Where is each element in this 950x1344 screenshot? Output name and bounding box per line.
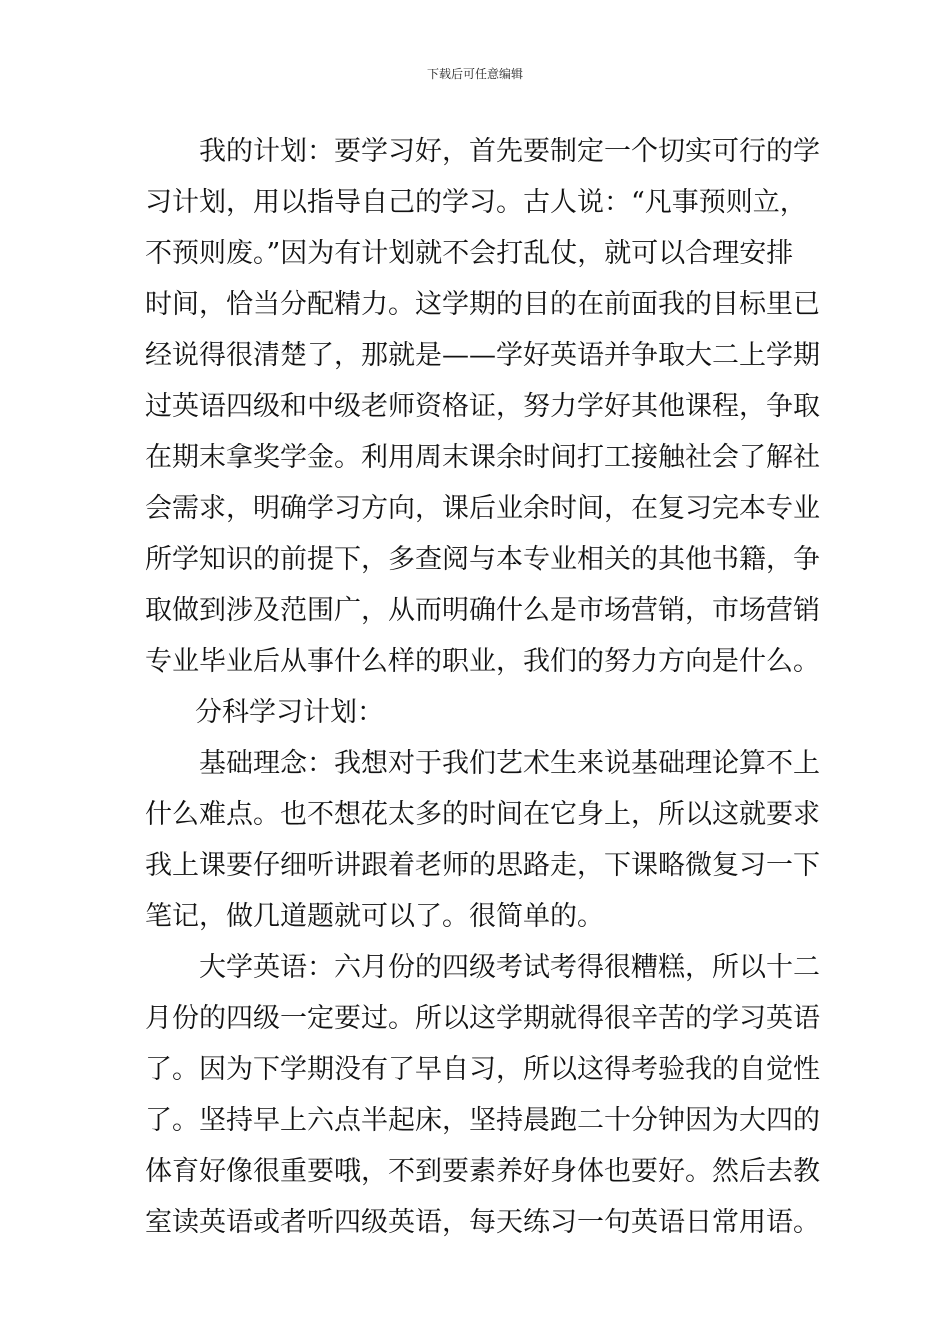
paragraph-line: 什么难点。也不想花太多的时间在它身上，所以这就要求 (145, 799, 820, 830)
paragraph-line: 不预则废。”因为有计划就不会打乱仗，就可以合理安排 (145, 238, 794, 269)
paragraph-line: 专业毕业后从事什么样的职业，我们的努力方向是什么。 (145, 646, 820, 677)
paragraph-line: 在期末拿奖学金。利用周末课余时间打工接触社会了解社 (145, 442, 820, 473)
paragraph-line: 我上课要仔细听讲跟着老师的思路走，下课略微复习一下 (145, 850, 820, 881)
paragraph-line: 基础理念：我想对于我们艺术生来说基础理论算不上 (199, 748, 820, 779)
page-header: 下载后可任意编辑 (426, 67, 523, 81)
paragraph-basic-theory (145, 738, 820, 942)
paragraph-line: 室读英语或者听四级英语，每天练习一句英语日常用语。 (145, 1207, 820, 1238)
paragraph-line: 月份的四级一定要过。所以这学期就得很辛苦的学习英语 (145, 1003, 820, 1034)
paragraph-line: 过英语四级和中级老师资格证，努力学好其他课程，争取 (145, 391, 820, 422)
paragraph-line: 了。坚持早上六点半起床，坚持晨跑二十分钟因为大四的 (145, 1105, 820, 1136)
paragraph-line: 体育好像很重要哦，不到要素养好身体也要好。然后去教 (145, 1156, 820, 1187)
paragraph-line: 经说得很清楚了，那就是——学好英语并争取大二上学期 (145, 340, 820, 371)
paragraph-line: 会需求，明确学习方向，课后业余时间，在复习完本专业 (145, 493, 820, 524)
section-heading-subject-plan (145, 687, 815, 738)
paragraph-line: 大学英语：六月份的四级考试考得很糟糕，所以十二 (199, 952, 820, 983)
paragraph-college-english (145, 942, 820, 1248)
section-heading: 分科学习计划： (195, 697, 384, 728)
paragraph-line: 笔记，做几道题就可以了。很简单的。 (145, 901, 604, 932)
paragraph-line: 所学知识的前提下，多查阅与本专业相关的其他书籍，争 (145, 544, 820, 575)
paragraph-line: 时间，恰当分配精力。这学期的目的在前面我的目标里已 (145, 289, 820, 320)
paragraph-line: 我的计划：要学习好，首先要制定一个切实可行的学 (199, 136, 820, 167)
paragraph-line: 了。因为下学期没有了早自习，所以这得考验我的自觉性 (145, 1054, 820, 1085)
paragraph-line: 习计划，用以指导自己的学习。古人说：“凡事预则立， (145, 187, 807, 218)
paragraph-line: 取做到涉及范围广，从而明确什么是市场营销，市场营销 (145, 595, 820, 626)
document-body (145, 126, 820, 1248)
paragraph-my-plan (145, 126, 820, 687)
